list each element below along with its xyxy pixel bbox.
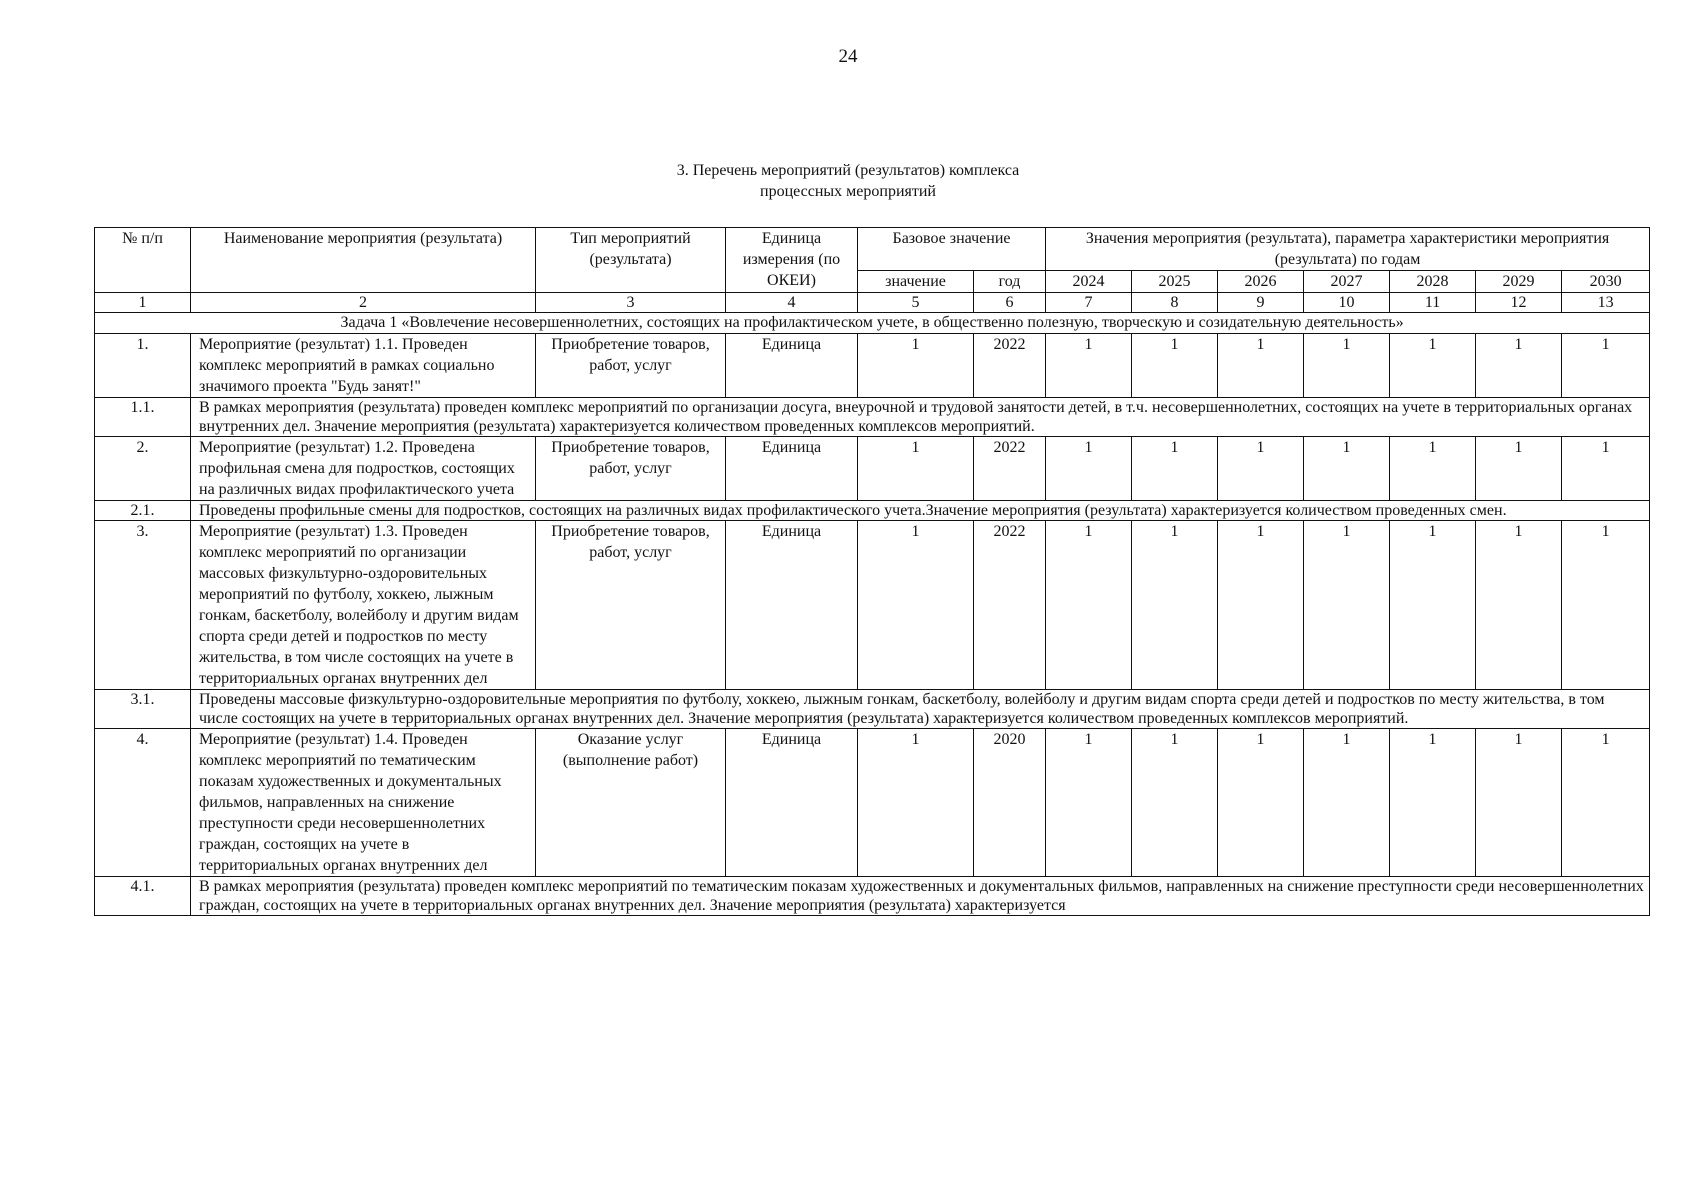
year-value: 1 <box>1218 334 1304 398</box>
subrow-number: 2.1. <box>95 501 191 521</box>
subrow-number: 3.1. <box>95 690 191 729</box>
column-numbers-row <box>95 293 1650 313</box>
year-value: 1 <box>1476 437 1562 501</box>
year-value: 1 <box>1132 521 1218 690</box>
year-value: 1 <box>1218 521 1304 690</box>
header-year: 2028 <box>1390 271 1476 293</box>
year-value: 1 <box>1390 334 1476 398</box>
row-number: 1. <box>95 334 191 398</box>
year-value: 1 <box>1476 521 1562 690</box>
column-number: 7 <box>1046 293 1132 313</box>
year-value: 1 <box>1218 437 1304 501</box>
section-title <box>0 160 1696 202</box>
header-year: 2029 <box>1476 271 1562 293</box>
table-row <box>95 437 1650 501</box>
base-value: 1 <box>858 334 974 398</box>
year-value: 1 <box>1476 334 1562 398</box>
activity-unit: Единица <box>726 437 858 501</box>
header-name: Наименование мероприятия (результата) <box>191 228 536 293</box>
header-year: 2024 <box>1046 271 1132 293</box>
column-number: 13 <box>1562 293 1650 313</box>
year-value: 1 <box>1046 437 1132 501</box>
subrow-number: 1.1. <box>95 398 191 437</box>
year-value: 1 <box>1132 334 1218 398</box>
year-value: 1 <box>1390 437 1476 501</box>
year-value: 1 <box>1390 521 1476 690</box>
table-subrow <box>95 398 1650 437</box>
header-unit: Единица измерения (по ОКЕИ) <box>726 228 858 293</box>
column-number: 1 <box>95 293 191 313</box>
base-year: 2022 <box>974 521 1046 690</box>
base-value: 1 <box>858 729 974 877</box>
subrow-description: В рамках мероприятия (результата) проведен комплекс мероприятий по тематическим показам художественных и документальных фильмов, направленных на снижение преступности среди несовершеннолетних граждан, состоящих на учете в территориальных органах внутренних дел. Значение мероприятия (результата) характеризуется <box>191 877 1650 916</box>
year-value: 1 <box>1132 729 1218 877</box>
table-subrow <box>95 877 1650 916</box>
header-year: 2027 <box>1304 271 1390 293</box>
activity-unit: Единица <box>726 521 858 690</box>
header-base-value: значение <box>858 271 974 293</box>
base-year: 2020 <box>974 729 1046 877</box>
task-text: Задача 1 «Вовлечение несовершеннолетних, состоящих на профилактическом учете, в общественно полезную, творческую и созидательную деятельность» <box>95 313 1650 334</box>
row-number: 4. <box>95 729 191 877</box>
activity-unit: Единица <box>726 729 858 877</box>
year-value: 1 <box>1218 729 1304 877</box>
column-number: 9 <box>1218 293 1304 313</box>
year-value: 1 <box>1132 437 1218 501</box>
table-subrow <box>95 690 1650 729</box>
year-value: 1 <box>1046 521 1132 690</box>
activity-unit: Единица <box>726 334 858 398</box>
column-number: 2 <box>191 293 536 313</box>
activity-name: Мероприятие (результат) 1.1. Проведен комплекс мероприятий в рамках социально значимого проекта "Будь занят!" <box>191 334 536 398</box>
column-number: 12 <box>1476 293 1562 313</box>
activities-table <box>94 227 1650 916</box>
activity-name: Мероприятие (результат) 1.3. Проведен комплекс мероприятий по организации массовых физкультурно-оздоровительных мероприятий по футболу, хоккею, лыжным гонкам, баскетболу, волейболу и другим видам спорта среди детей и подростков по месту жительства, в том числе состоящих на учете в территориальных органах внутренних дел <box>191 521 536 690</box>
page-number: 24 <box>838 46 858 67</box>
activity-name: Мероприятие (результат) 1.4. Проведен комплекс мероприятий по тематическим показам художественных и документальных фильмов, направленных на снижение преступности среди несовершеннолетних граждан, состоящих на учете в территориальных органах внутренних дел <box>191 729 536 877</box>
header-year: 2025 <box>1132 271 1218 293</box>
year-value: 1 <box>1046 729 1132 877</box>
table-row <box>95 729 1650 877</box>
header-year: 2030 <box>1562 271 1650 293</box>
column-number: 4 <box>726 293 858 313</box>
subrow-description: Проведены массовые физкультурно-оздоровительные мероприятия по футболу, хоккею, лыжным гонкам, баскетболу, волейболу и другим видам спорта среди детей и подростков по месту жительства, в том числе состоящих на учете в территориальных органах внутренних дел. Значение мероприятия (результата) характеризуется количеством проведенных комплексов мероприятий. <box>191 690 1650 729</box>
activity-type: Приобретение товаров, работ, услуг <box>536 334 726 398</box>
year-value: 1 <box>1304 437 1390 501</box>
year-value: 1 <box>1562 729 1650 877</box>
section-title-line2: процессных мероприятий <box>760 183 936 200</box>
subrow-description: Проведены профильные смены для подростков, состоящих на различных видах профилактического учета.Значение мероприятия (результата) характеризуется количеством проведенных смен. <box>191 501 1650 521</box>
column-number: 10 <box>1304 293 1390 313</box>
column-number: 3 <box>536 293 726 313</box>
year-value: 1 <box>1390 729 1476 877</box>
activity-type: Приобретение товаров, работ, услуг <box>536 521 726 690</box>
year-value: 1 <box>1562 437 1650 501</box>
task-row <box>95 313 1650 334</box>
column-number: 6 <box>974 293 1046 313</box>
year-value: 1 <box>1304 334 1390 398</box>
base-value: 1 <box>858 437 974 501</box>
year-value: 1 <box>1304 729 1390 877</box>
table-row <box>95 521 1650 690</box>
table-row <box>95 334 1650 398</box>
row-number: 3. <box>95 521 191 690</box>
header-base: Базовое значение <box>858 228 1046 271</box>
subrow-number: 4.1. <box>95 877 191 916</box>
year-value: 1 <box>1304 521 1390 690</box>
year-value: 1 <box>1046 334 1132 398</box>
base-year: 2022 <box>974 437 1046 501</box>
row-number: 2. <box>95 437 191 501</box>
year-value: 1 <box>1562 521 1650 690</box>
header-years: Значения мероприятия (результата), параметра характеристики мероприятия (результата) по годам <box>1046 228 1650 271</box>
header-year: 2026 <box>1218 271 1304 293</box>
base-value: 1 <box>858 521 974 690</box>
year-value: 1 <box>1562 334 1650 398</box>
column-number: 8 <box>1132 293 1218 313</box>
header-base-year: год <box>974 271 1046 293</box>
section-title-line1: 3. Перечень мероприятий (результатов) комплекса <box>676 162 1020 179</box>
subrow-description: В рамках мероприятия (результата) проведен комплекс мероприятий по организации досуга, внеурочной и трудовой занятости детей, в т.ч. несовершеннолетних, состоящих на учете в территориальных органах внутренних дел. Значение мероприятия (результата) характеризуется количеством проведенных комплексов мероприятий. <box>191 398 1650 437</box>
column-number: 11 <box>1390 293 1476 313</box>
activity-type: Приобретение товаров, работ, услуг <box>536 437 726 501</box>
column-number: 5 <box>858 293 974 313</box>
base-year: 2022 <box>974 334 1046 398</box>
activity-type: Оказание услуг (выполнение работ) <box>536 729 726 877</box>
activity-name: Мероприятие (результат) 1.2. Проведена профильная смена для подростков, состоящих на различных видах профилактического учета <box>191 437 536 501</box>
year-value: 1 <box>1476 729 1562 877</box>
header-type: Тип мероприятий (результата) <box>536 228 726 293</box>
table-subrow <box>95 501 1650 521</box>
header-num: № п/п <box>95 228 191 293</box>
